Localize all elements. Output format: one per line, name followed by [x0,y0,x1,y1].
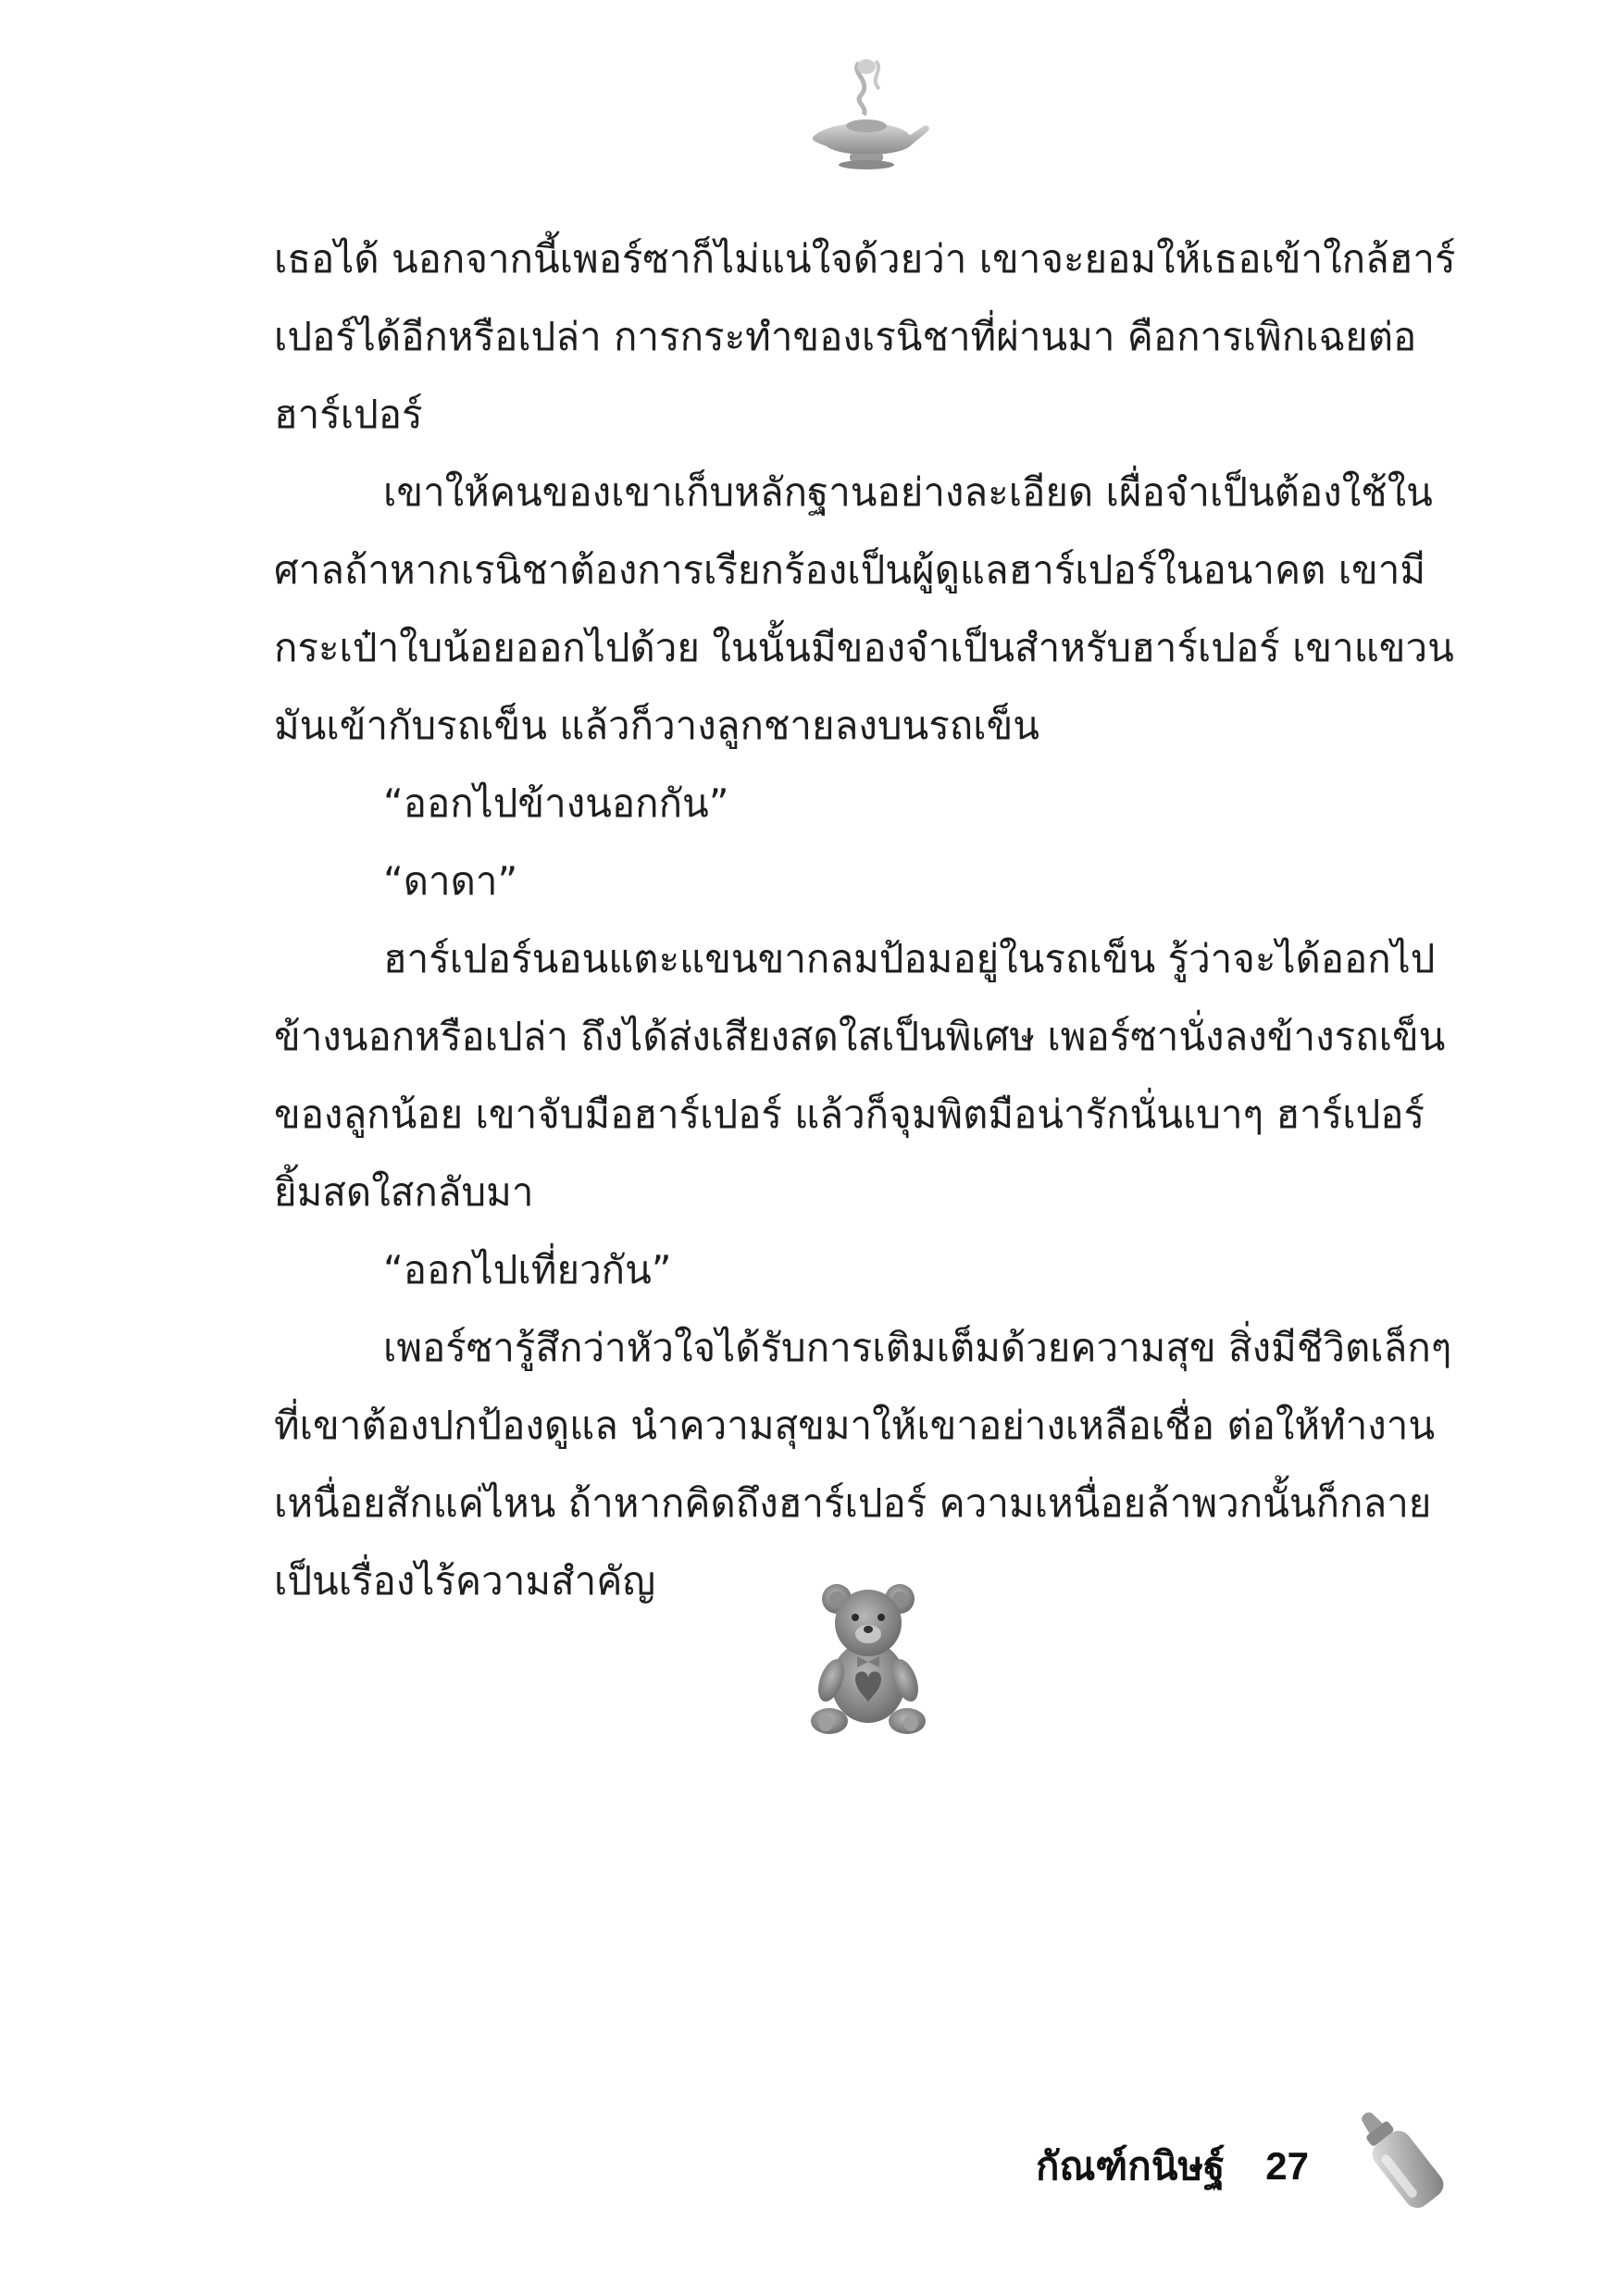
dialogue-line: “ดาดา” [383,858,518,904]
page-number: 27 [1265,2144,1309,2188]
paragraph: เธอได้ นอกจากนี้เพอร์ซาก็ไม่แน่ใจด้วยว่า เขาจะยอมให้เธอเข้าใกล้ฮาร์เปอร์ได้อีกหรือเปล่า การกระทำของเรนิชาที่ผ่านมา คือการเพิกเฉยต่อฮาร์เปอร์ [274,236,1456,437]
paragraph: เขาให้คนของเขาเก็บหลักฐานอย่างละเอียด เผื่อจำเป็นต้องใช้ในศาลถ้าหากเรนิชาต้องการเรียกร้องเป็นผู้ดูแลฮาร์เปอร์ในอนาคต เขามีกระเป๋าใบน้อยออกไปด้วย ในนั้นมีของจำเป็นสำหรับฮาร์เปอร์ เขาแขวนมันเข้ากับรถเข็น แล้วก็วางลูกชายลงบนรถเข็น [274,469,1454,748]
body-text [274,220,1468,1620]
baby-bottle-icon [1340,2100,1461,2220]
paragraph: เพอร์ซารู้สึกว่าหัวใจได้รับการเติมเต็มด้วยความสุข สิ่งมีชีวิตเล็กๆที่เขาต้องปกป้องดูแล นำความสุขมาให้เขาอย่างเหลือเชื่อ ต่อให้ทำงานเหนื่อยสักแค่ไหน ถ้าหากคิดถึงฮาร์เปอร์ ความเหนื่อยล้าพวกนั้นก็กลายเป็นเรื่องไร้ความสำคัญ [274,1325,1452,1603]
book-title: กัณฑ์กนิษฐ์ [1036,2143,1226,2189]
dialogue-line: “ออกไปข้างนอกกัน” [383,780,729,826]
dialogue-line: “ออกไปเที่ยวกัน” [383,1247,672,1292]
paragraph: ฮาร์เปอร์นอนแตะแขนขากลมป้อมอยู่ในรถเข็น รู้ว่าจะได้ออกไปข้างนอกหรือเปล่า ถึงได้ส่งเสียงสดใสเป็นพิเศษ เพอร์ซานั่งลงข้างรถเข็นของลูกน้อย เขาจับมือฮาร์เปอร์ แล้วก็จุมพิตมือน่ารักนั่นเบาๆ ฮาร์เปอร์ยิ้มสดใสกลับมา [274,936,1446,1215]
genie-lamp-icon [794,54,933,174]
teddy-bear-icon [803,1578,933,1736]
